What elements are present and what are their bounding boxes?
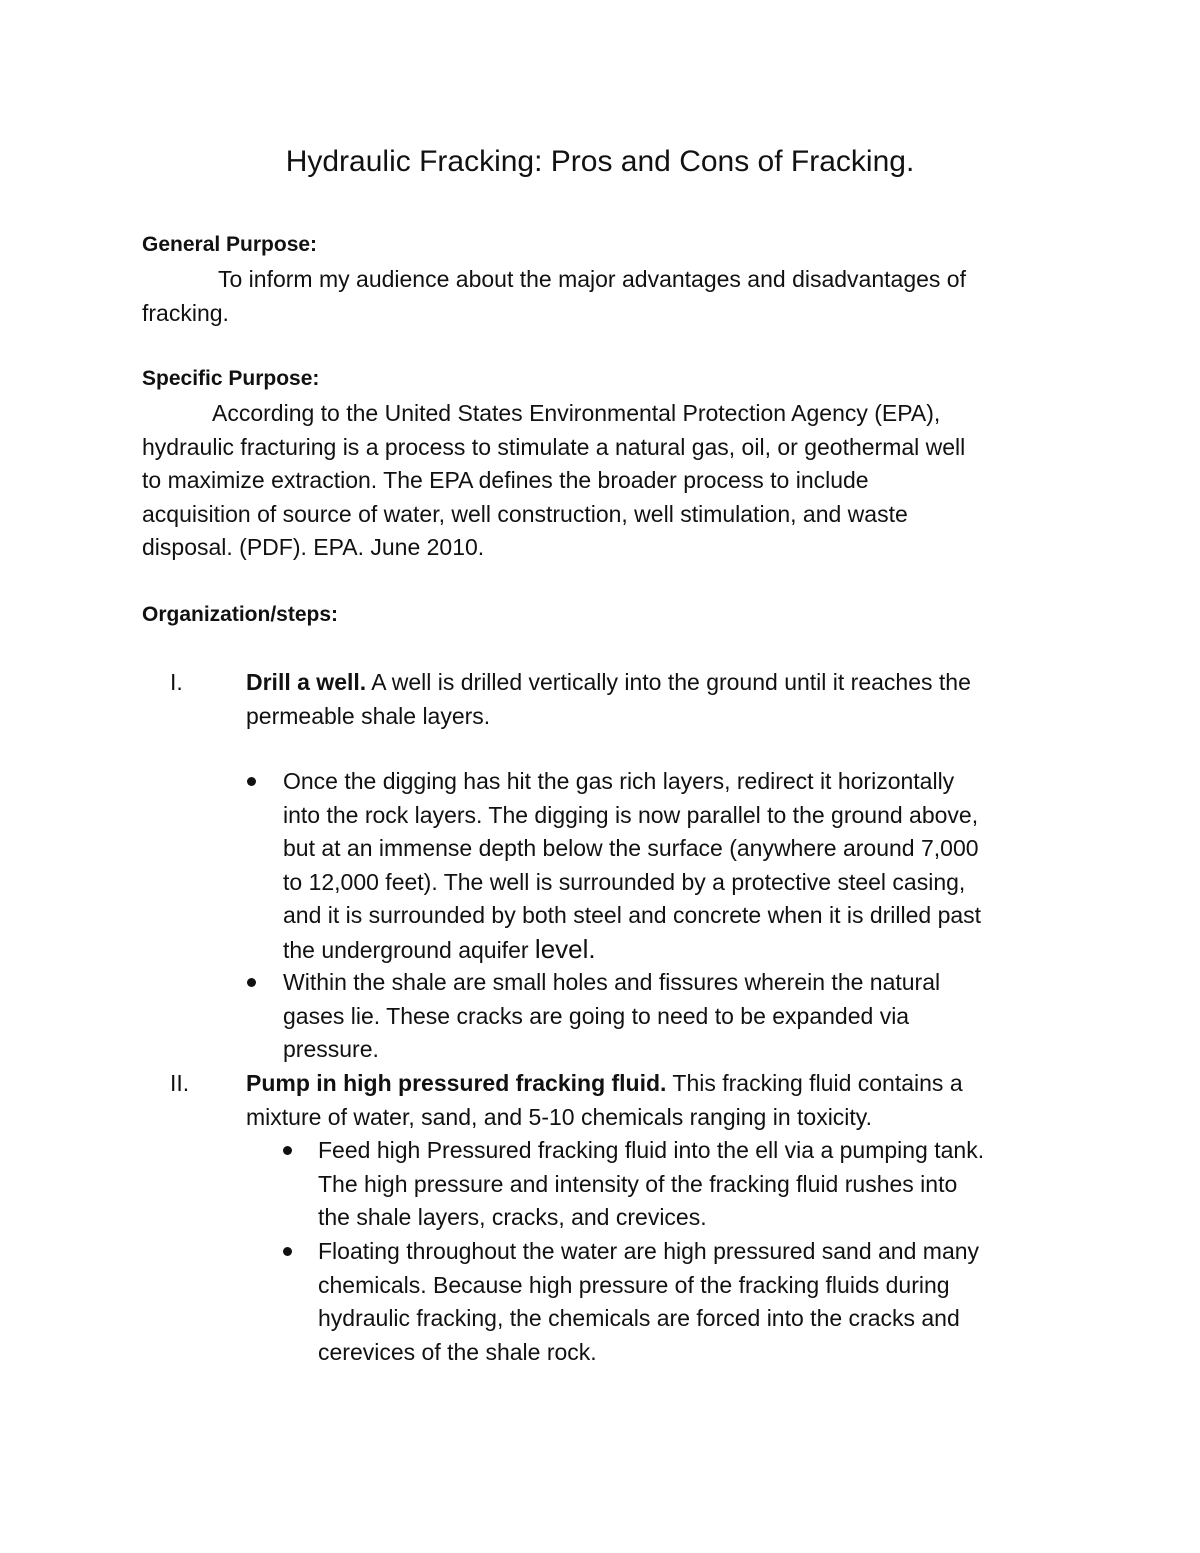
step-line: This fracking fluid contains a bbox=[666, 1070, 963, 1096]
bullet-line: Feed high Pressured fracking fluid into the ell via a pumping tank. bbox=[318, 1137, 985, 1163]
specific-purpose-line: According to the United States Environmental Protection Agency (EPA), bbox=[212, 400, 941, 426]
step-bold-lead: Drill a well. bbox=[246, 669, 367, 695]
general-purpose-text bbox=[142, 263, 1062, 330]
bullet-line: and it is surrounded by both steel and concrete when it is drilled past bbox=[283, 902, 982, 928]
bullet-text bbox=[283, 966, 1073, 1067]
document-title: Hydraulic Fracking: Pros and Cons of Fracking. bbox=[285, 145, 915, 178]
bullet-line: the shale layers, cracks, and crevices. bbox=[318, 1204, 707, 1230]
specific-purpose-line: hydraulic fracturing is a process to stimulate a natural gas, oil, or geothermal well bbox=[142, 433, 966, 460]
step-line: mixture of water, sand, and 5-10 chemicals ranging in toxicity. bbox=[246, 1103, 872, 1130]
general-purpose-heading: General Purpose: bbox=[142, 233, 318, 256]
bullet-text bbox=[318, 1235, 1108, 1369]
step-text bbox=[246, 666, 1066, 733]
specific-purpose-line: acquisition of source of water, well construction, well stimulation, and waste bbox=[142, 500, 908, 527]
step-numeral: II. bbox=[170, 1070, 190, 1096]
bullet-text bbox=[283, 765, 1073, 967]
bullet-line: chemicals. Because high pressure of the fracking fluids during bbox=[318, 1271, 950, 1298]
bullet-line: the underground aquifer bbox=[283, 936, 535, 963]
bullet-line: into the rock layers. The digging is now parallel to the ground above, bbox=[283, 801, 979, 828]
bullet-dot bbox=[283, 1146, 292, 1155]
general-purpose-line: fracking. bbox=[142, 299, 229, 326]
step-line: A well is drilled vertically into the ground until it reaches the bbox=[366, 669, 971, 695]
bullet-line: but at an immense depth below the surface (anywhere around 7,000 bbox=[283, 835, 979, 861]
bullet-dot bbox=[283, 1247, 292, 1256]
bullet-dot bbox=[247, 978, 256, 987]
bullet-line: Floating throughout the water are high pressured sand and many bbox=[318, 1238, 980, 1264]
bullet-line: pressure. bbox=[283, 1036, 379, 1062]
bullet-line-emphasis: level. bbox=[534, 933, 596, 964]
specific-purpose-heading: Specific Purpose: bbox=[142, 367, 320, 390]
specific-purpose-line: disposal. (PDF). EPA. June 2010. bbox=[142, 534, 485, 560]
general-purpose-line: To inform my audience about the major advantages and disadvantages of bbox=[218, 266, 966, 292]
bullet-line: The high pressure and intensity of the fracking fluid rushes into bbox=[318, 1170, 958, 1197]
specific-purpose-text bbox=[142, 397, 1062, 565]
step-line: permeable shale layers. bbox=[246, 702, 491, 729]
bullet-dot bbox=[247, 777, 256, 786]
bullet-line: cerevices of the shale rock. bbox=[318, 1338, 597, 1365]
bullet-line: Within the shale are small holes and fissures wherein the natural bbox=[283, 969, 941, 995]
bullet-text bbox=[318, 1134, 1108, 1235]
step-numeral: I. bbox=[170, 669, 183, 695]
step-bold-lead: Pump in high pressured fracking fluid. bbox=[246, 1070, 667, 1096]
specific-purpose-line: to maximize extraction. The EPA defines the broader process to include bbox=[142, 467, 869, 493]
step-text bbox=[246, 1067, 1066, 1134]
organization-heading: Organization/steps: bbox=[142, 603, 339, 626]
bullet-line: to 12,000 feet). The well is surrounded by a protective steel casing, bbox=[283, 868, 966, 895]
bullet-line: hydraulic fracking, the chemicals are forced into the cracks and bbox=[318, 1305, 960, 1331]
bullet-line: Once the digging has hit the gas rich layers, redirect it horizontally bbox=[283, 768, 955, 794]
bullet-line: gases lie. These cracks are going to need to be expanded via bbox=[283, 1002, 910, 1029]
